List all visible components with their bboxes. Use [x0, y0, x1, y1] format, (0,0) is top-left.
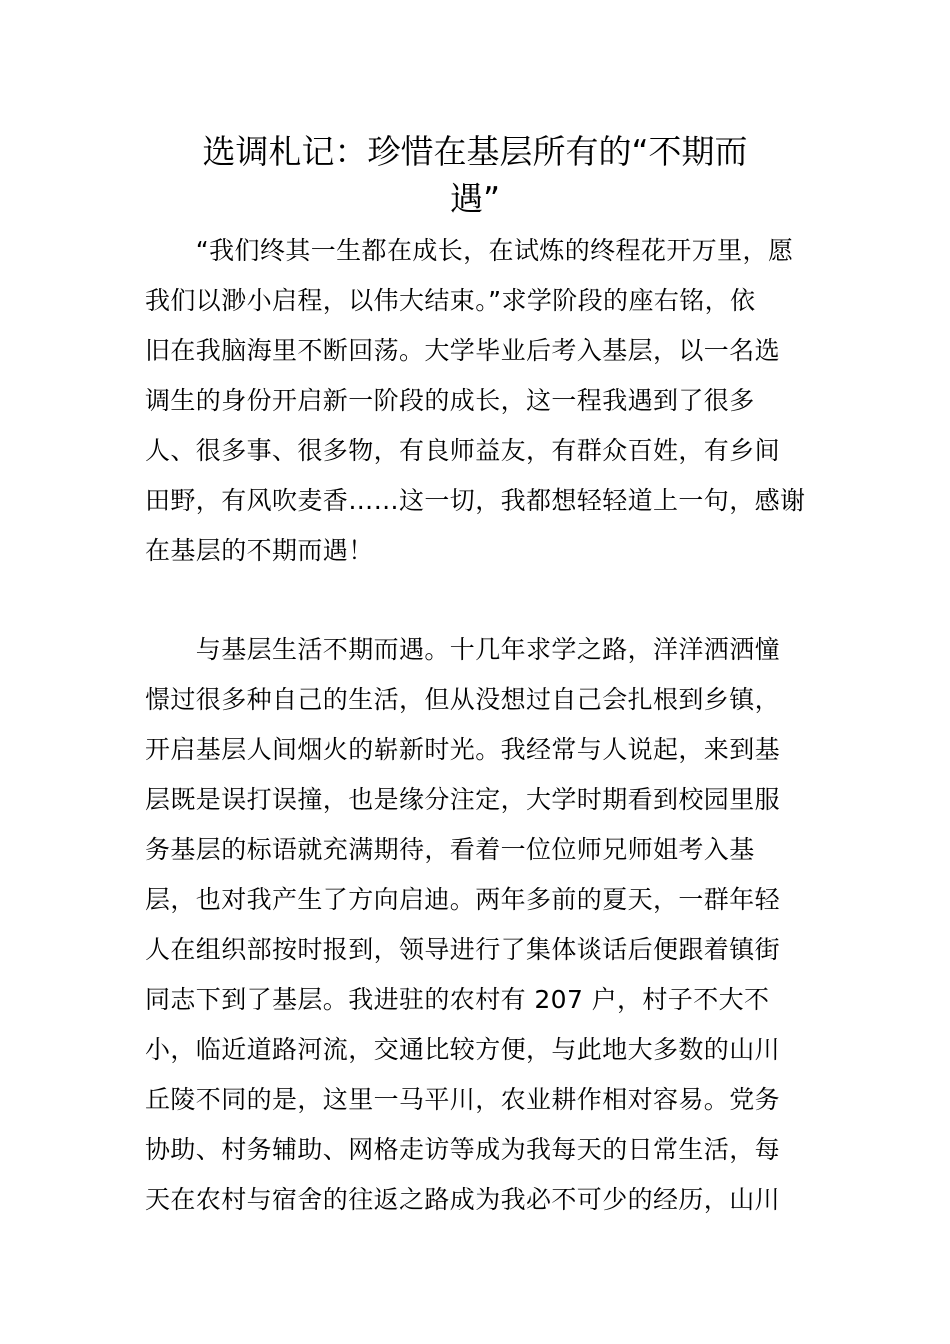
- paragraph-line: 调生的身份开启新一阶段的成长，这一程我遇到了很多: [145, 386, 755, 415]
- paragraph-line: 小，临近道路河流，交通比较方便，与此地大多数的山川: [145, 1035, 781, 1064]
- title-line: 遇”: [449, 179, 501, 218]
- paragraph-line: “我们终其一生都在成长，在试炼的终程花开万里，愿: [145, 236, 794, 265]
- paragraph-line: 旧在我脑海里不断回荡。大学毕业后考入基层，以一名选: [145, 336, 781, 365]
- paragraph-line: 与基层生活不期而遇。十几年求学之路，洋洋洒洒憧: [145, 635, 781, 664]
- paragraph-line: 协助、村务辅助、网格走访等成为我每天的日常生活，每: [145, 1135, 781, 1164]
- paragraph-line: 我们以渺小启程，以伟大结束。”求学阶段的座右铭，依: [145, 286, 756, 315]
- paragraph-line: 开启基层人间烟火的崭新时光。我经常与人说起，来到基: [145, 735, 781, 764]
- paragraph-line: 憬过很多种自己的生活，但从没想过自己会扎根到乡镇，: [145, 685, 781, 714]
- paragraph-line: 人在组织部按时报到，领导进行了集体谈话后便跟着镇街: [145, 935, 781, 964]
- title-line: 选调札记：珍惜在基层所有的“不期而: [202, 132, 748, 171]
- paragraph-line: 在基层的不期而遇！: [145, 536, 374, 565]
- paragraph-line: 层，也对我产生了方向启迪。两年多前的夏天，一群年轻: [145, 885, 781, 914]
- paragraph-line: 田野，有风吹麦香……这一切，我都想轻轻道上一句，感谢: [145, 486, 806, 515]
- paragraph-line: 人、很多事、很多物，有良师益友，有群众百姓，有乡间: [145, 436, 781, 465]
- paragraph-line: 务基层的标语就充满期待，看着一位位师兄师姐考入基: [145, 835, 755, 864]
- paragraph-line: 同志下到了基层。我进驻的农村有 207 户，村子不大不: [145, 985, 770, 1014]
- paragraph-line: 层既是误打误撞，也是缘分注定，大学时期看到校园里服: [145, 785, 781, 814]
- paragraph-line: 天在农村与宿舍的往返之路成为我必不可少的经历，山川: [145, 1185, 781, 1214]
- document-title: [145, 128, 805, 222]
- paragraph-line: 丘陵不同的是，这里一马平川，农业耕作相对容易。党务: [145, 1085, 781, 1114]
- paragraph-grassroots-life: [145, 625, 807, 1225]
- paragraph-intro: [145, 226, 807, 576]
